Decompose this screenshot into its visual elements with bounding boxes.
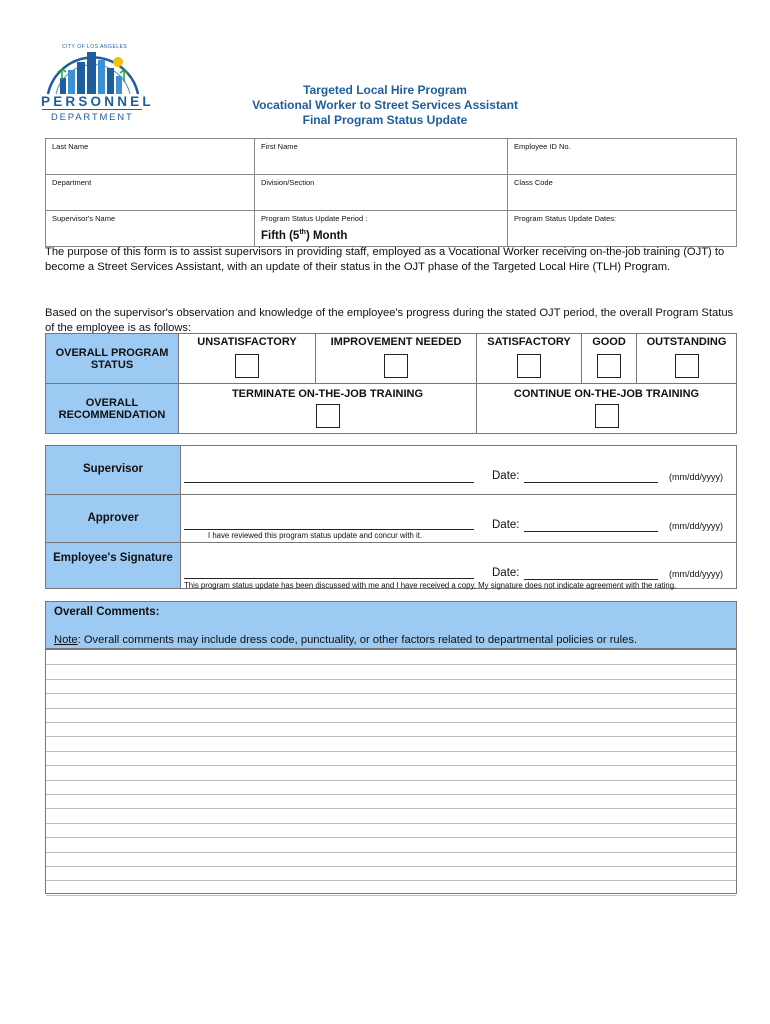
employee-id-label: Employee ID No. <box>514 142 571 151</box>
class-code-label: Class Code <box>514 178 553 187</box>
option-improvement-needed <box>316 334 477 384</box>
supervisor-signature-line[interactable] <box>184 482 474 483</box>
purpose-paragraph: The purpose of this form is to assist supervisors in providing staff, employed as a Vocational Worker receiving on-the-job training (OJT) to become a Street Services Assistant, with an update of their status in the OJT phase of the Targeted Local Hire (TLH) Program. <box>45 246 725 273</box>
comment-line[interactable] <box>46 866 736 867</box>
overall-recommendation-label: OVERALL RECOMMENDATION <box>46 384 179 434</box>
comments-area[interactable] <box>45 649 737 894</box>
comment-line[interactable] <box>46 708 736 709</box>
improvement-needed-checkbox[interactable] <box>384 354 408 378</box>
good-checkbox[interactable] <box>597 354 621 378</box>
comment-line[interactable] <box>46 722 736 723</box>
form-subtitle: Vocational Worker to Street Services Assistant <box>252 98 518 112</box>
observation-paragraph: Based on the supervisor's observation and knowledge of the employee's progress during the stated OJT period, the overall Program Status of the employee is as follows: <box>45 307 734 334</box>
supervisor-name-label: Supervisor's Name <box>52 214 116 223</box>
comment-line[interactable] <box>46 823 736 824</box>
update-period-field <box>255 211 508 247</box>
option-unsatisfactory <box>179 334 316 384</box>
option-good <box>582 334 637 384</box>
update-period-value: Fifth (5th) Month <box>261 229 348 242</box>
overall-program-status-label: OVERALL PROGRAM STATUS <box>46 334 179 384</box>
first-name-field[interactable] <box>255 139 508 175</box>
comment-line[interactable] <box>46 765 736 766</box>
comment-line[interactable] <box>46 693 736 694</box>
comments-header <box>45 601 737 649</box>
option-label: SATISFACTORY <box>487 336 571 348</box>
approver-date-label: Date: <box>492 519 520 531</box>
comment-line[interactable] <box>46 664 736 665</box>
option-label: CONTINUE ON-THE-JOB TRAINING <box>513 388 700 400</box>
approver-date-format: (mm/dd/yyyy) <box>669 521 723 531</box>
department-label: Department <box>52 178 92 187</box>
employee-signature-line[interactable] <box>184 578 474 579</box>
signature-table <box>45 445 737 589</box>
option-terminate-ojt <box>179 384 477 434</box>
comment-line[interactable] <box>46 780 736 781</box>
comment-line[interactable] <box>46 736 736 737</box>
continue-ojt-checkbox[interactable] <box>595 404 619 428</box>
program-status-table <box>45 333 737 434</box>
comment-line[interactable] <box>46 895 736 896</box>
approver-label: Approver <box>46 495 181 543</box>
comment-line[interactable] <box>46 880 736 881</box>
employee-info-grid <box>45 138 737 247</box>
class-code-field[interactable] <box>508 175 737 211</box>
division-field[interactable] <box>255 175 508 211</box>
logo-arc-text: CITY OF LOS ANGELES <box>62 44 128 50</box>
comment-line[interactable] <box>46 751 736 752</box>
employee-signature-label: Employee's Signature <box>46 543 181 589</box>
satisfactory-checkbox[interactable] <box>517 354 541 378</box>
approver-note: I have reviewed this program status update and concur with it. <box>208 531 423 540</box>
comment-line[interactable] <box>46 679 736 680</box>
option-label: TERMINATE ON-THE-JOB TRAINING <box>231 388 424 400</box>
first-name-label: First Name <box>261 142 298 151</box>
last-name-field[interactable] <box>46 139 255 175</box>
supervisor-name-field[interactable] <box>46 211 255 247</box>
employee-date-label: Date: <box>492 567 520 579</box>
update-period-label: Program Status Update Period : <box>261 214 368 223</box>
option-continue-ojt <box>477 384 737 434</box>
supervisor-date-format: (mm/dd/yyyy) <box>669 472 723 482</box>
option-label: GOOD <box>592 336 626 348</box>
outstanding-checkbox[interactable] <box>675 354 699 378</box>
logo-personnel: PERSONNEL <box>41 94 154 109</box>
option-outstanding <box>637 334 737 384</box>
update-dates-field[interactable] <box>508 211 737 247</box>
comment-line[interactable] <box>46 794 736 795</box>
logo-divider <box>42 109 142 110</box>
supervisor-date-line[interactable] <box>524 482 658 483</box>
program-title: Targeted Local Hire Program <box>303 83 467 97</box>
comment-line[interactable] <box>46 808 736 809</box>
comment-line[interactable] <box>46 852 736 853</box>
unsatisfactory-checkbox[interactable] <box>235 354 259 378</box>
terminate-ojt-checkbox[interactable] <box>316 404 340 428</box>
comments-note: Note: Overall comments may include dress code, punctuality, or other factors related to departmental policies or rules. <box>54 634 638 646</box>
supervisor-label: Supervisor <box>46 446 181 495</box>
comment-line[interactable] <box>46 837 736 838</box>
employee-date-format: (mm/dd/yyyy) <box>669 569 723 579</box>
last-name-label: Last Name <box>52 142 89 151</box>
logo-department: DEPARTMENT <box>51 112 134 123</box>
employee-id-field[interactable] <box>508 139 737 175</box>
supervisor-signature-row <box>181 446 737 495</box>
employee-acknowledgement-note: This program status update has been discussed with me and I have received a copy. My signature does not indicate agreement with the rating. <box>184 581 677 590</box>
update-dates-label: Program Status Update Dates: <box>514 214 617 223</box>
option-label: IMPROVEMENT NEEDED <box>330 336 462 348</box>
option-satisfactory <box>477 334 582 384</box>
department-field[interactable] <box>46 175 255 211</box>
option-label: UNSATISFACTORY <box>197 336 297 348</box>
approver-date-line[interactable] <box>524 531 658 532</box>
employee-date-line[interactable] <box>524 579 658 580</box>
option-label: OUTSTANDING <box>646 336 727 348</box>
comments-title: Overall Comments: <box>54 606 160 618</box>
form-title: Final Program Status Update <box>302 113 468 127</box>
approver-signature-line[interactable] <box>184 529 474 530</box>
supervisor-date-label: Date: <box>492 470 520 482</box>
division-label: Division/Section <box>261 178 315 187</box>
